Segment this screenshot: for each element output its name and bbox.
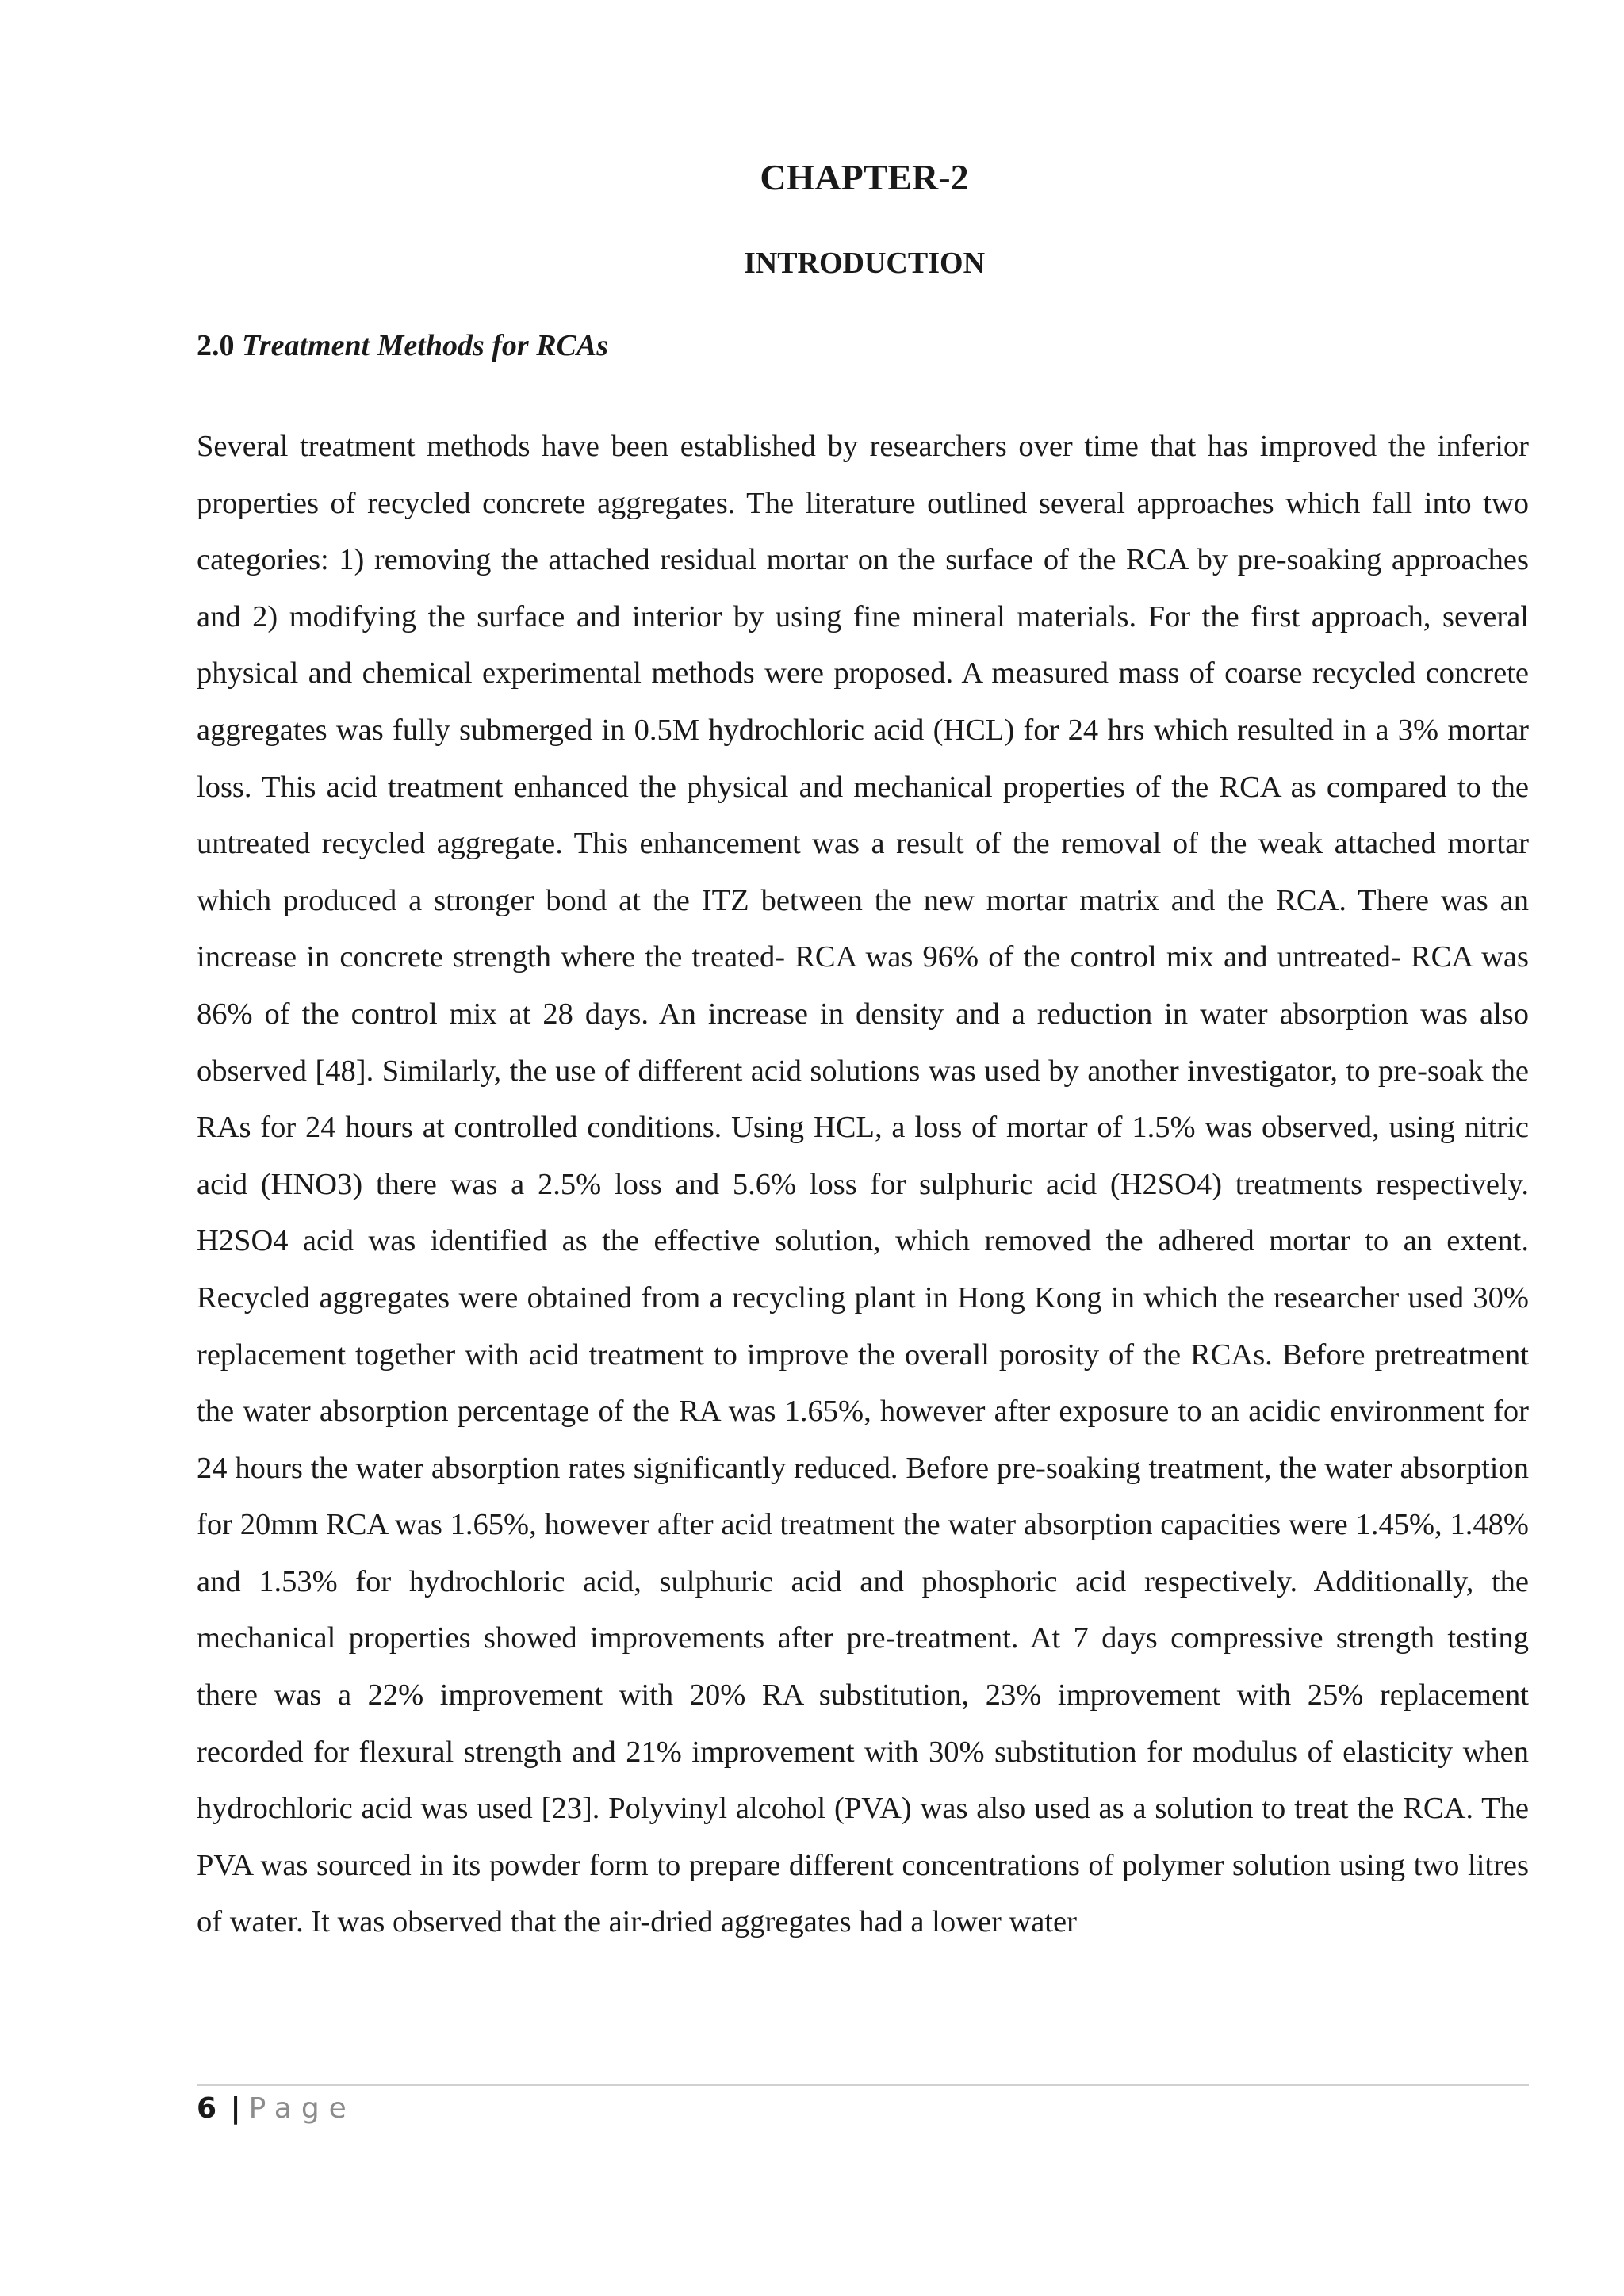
- body-paragraph: Several treatment methods have been established by researchers over time that has improved the inferior properties of recycled concrete aggregates. The literature outlined several approaches which fall into two categories: 1) removing the attached residual mortar on the surface of the RCA by pre-soaking approaches and 2) modifying the surface and interior by using fine mineral materials. For the first approach, several physical and chemical experimental methods were proposed. A measured mass of coarse recycled concrete aggregates was fully submerged in 0.5M hydrochloric acid (HCL) for 24 hrs which resulted in a 3% mortar loss. This acid treatment enhanced the physical and mechanical properties of the RCA as compared to the untreated recycled aggregate. This enhancement was a result of the removal of the weak attached mortar which produced a stronger bond at the ITZ between the new mortar matrix and the RCA. There was an increase in concrete strength where the treated- RCA was 96% of the control mix and untreated- RCA was 86% of the control mix at 28 days. An increase in density and a reduction in water absorption was also observed [48]. Similarly, the use of different acid solutions was used by another investigator, to pre-soak the RAs for 24 hours at controlled conditions. Using HCL, a loss of mortar of 1.5% was observed, using nitric acid (HNO3) there was a 2.5% loss and 5.6% loss for sulphuric acid (H2SO4) treatments respectively. H2SO4 acid was identified as the effective solution, which removed the adhered mortar to an extent. Recycled aggregates were obtained from a recycling plant in Hong Kong in which the researcher used 30% replacement together with acid treatment to improve the overall porosity of the RCAs. Before pretreatment the water absorption percentage of the RA was 1.65%, however after exposure to an acidic environment for 24 hours the water absorption rates significantly reduced. Before pre-soaking treatment, the water absorption for 20mm RCA was 1.65%, however after acid treatment the water absorption capacities were 1.45%, 1.48% and 1.53% for hydrochloric acid, sulphuric acid and phosphoric acid respectively. Additionally, the mechanical properties showed improvements after pre-treatment. At 7 days compressive strength testing there was a 22% improvement with 20% RA substitution, 23% improvement with 25% replacement recorded for flexural strength and 21% improvement with 30% substitution for modulus of elasticity when hydrochloric acid was used [23]. Polyvinyl alcohol (PVA) was also used as a solution to treat the RCA. The PVA was sourced in its powder form to prepare different concentrations of polymer solution using two litres of water. It was observed that the air-dried aggregates had a lower water: [197, 430, 1529, 1939]
- page-number: 6: [197, 2092, 217, 2125]
- footer-separator: |: [230, 2092, 241, 2125]
- page-footer: [197, 2091, 356, 2126]
- section-title: Treatment Methods for RCAs: [242, 329, 609, 362]
- page-label: Page: [248, 2092, 356, 2125]
- section-number: 2.0: [197, 329, 235, 362]
- section-heading: [197, 328, 608, 365]
- chapter-title: CHAPTER-2: [760, 157, 969, 197]
- chapter-subtitle: INTRODUCTION: [743, 247, 986, 280]
- footer-divider: [197, 2084, 1529, 2086]
